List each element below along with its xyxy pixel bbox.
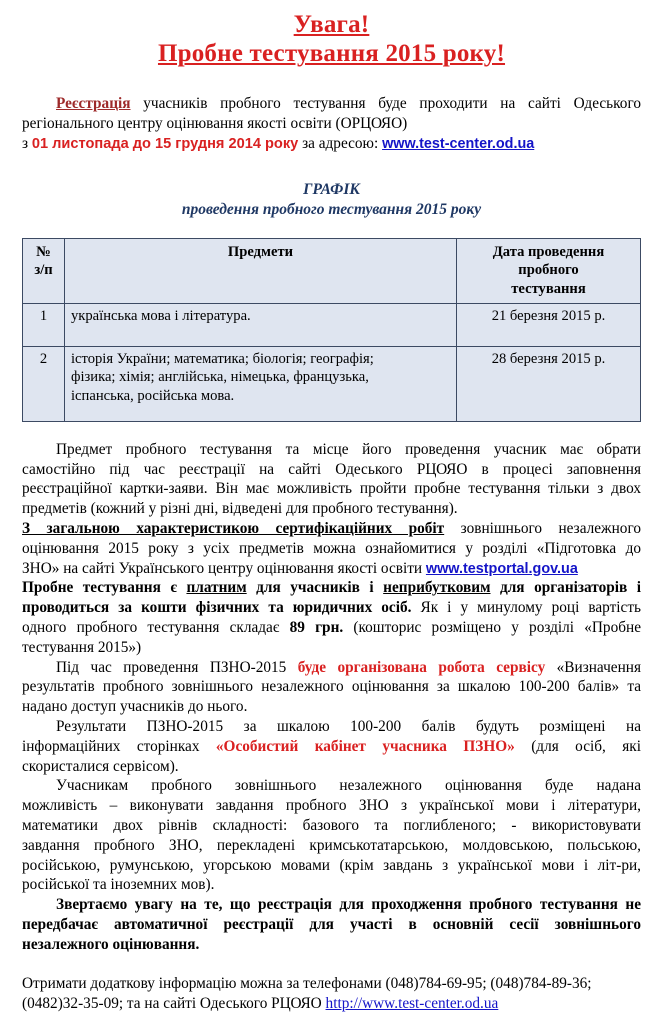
registration-dates: 01 листопада до 15 грудня 2014 року xyxy=(31,135,299,152)
para7-line-2 xyxy=(22,915,641,935)
paragraph-notice xyxy=(22,895,641,954)
para2-line-2: оцінювання 2015 року з усіх предметів можна ознайомитися у розділі «Підготовка до xyxy=(22,539,641,557)
nonprofit-emphasis: неприбутковим xyxy=(383,579,491,597)
column-header-date-line1: Дата проведення пробного xyxy=(492,243,605,279)
intro-line-3-prefix: з xyxy=(22,134,32,152)
para3-line-1 xyxy=(22,578,641,598)
body-content xyxy=(22,440,641,955)
para2-line-3 xyxy=(22,559,641,579)
intro-line-3-middle: за адресою: xyxy=(298,134,383,152)
subject-line: українська мова і література. xyxy=(71,307,251,324)
subject-line: фізика; хімія; англійська, німецька, французька, xyxy=(71,369,369,386)
para6-line-3: математики двох рівнів складності: базового та поглибленого; - використовувати xyxy=(22,816,641,834)
para7-l3-text: незалежного оцінювання. xyxy=(22,935,200,953)
price-value: 89 грн. xyxy=(289,618,344,636)
page-title xyxy=(22,10,641,68)
schedule-heading-line-1: ГРАФІК xyxy=(303,180,360,198)
para3-l1-c: для учасників і xyxy=(246,579,384,597)
paid-emphasis: платним xyxy=(186,579,247,597)
para6-line-5: російською, румунською, угорською мовами (крім завдань з української мови і літ-ри, xyxy=(22,856,641,874)
intro-line-3 xyxy=(22,134,641,154)
title-line-1: Увага! xyxy=(293,11,370,38)
para4-line-1 xyxy=(22,658,641,678)
paragraph-payment xyxy=(22,578,641,657)
contact-info xyxy=(22,974,641,1014)
para3-line-3 xyxy=(22,618,641,638)
para3-line-2 xyxy=(22,598,641,618)
column-header-number-line1: № xyxy=(36,243,51,260)
para1-line-3: реєстраційної картки-заяви. Він має можливість пройти пробне тестування тільки з двох xyxy=(22,480,641,498)
para5-line-2 xyxy=(22,737,641,757)
table-header-row xyxy=(23,238,641,303)
contact-site-text: (0482)32-35-09; та на сайті Одеського РЦОЯО xyxy=(22,994,326,1012)
contact-phones-line: Отримати додаткову інформацію можна за телефонами (048)784-69-95; (048)784-89-36; xyxy=(22,974,592,992)
column-header-number-line2: з/п xyxy=(34,262,53,279)
para1-line-4: предметів (кожний у різні дні, відведені для пробного тестування). xyxy=(22,500,458,518)
para7-l1-text: Звертаємо увагу на те, що реєстрація для проходження пробного тестування не xyxy=(56,896,641,914)
intro-line-1-rest: учасників пробного тестування буде проходити на сайті Одеського xyxy=(130,95,641,112)
row-subjects xyxy=(65,303,457,346)
row-date: 21 березня 2015 р. xyxy=(457,303,641,346)
title-line-2: Пробне тестування 2015 року! xyxy=(157,40,506,67)
certification-works-emphasis: З загальною характеристикою сертифікаційних робіт xyxy=(22,519,445,537)
table-row xyxy=(23,303,641,346)
intro-line-2: регіонального центру оцінювання якості освіти (ОРЦОЯО) xyxy=(22,114,408,132)
column-header-date-line2: тестування xyxy=(511,281,586,298)
para5-l1-text: Результати ПЗНО-2015 за шкалою 100-200 балів будуть розміщені на xyxy=(56,717,641,735)
schedule-heading xyxy=(22,180,641,221)
para2-line-1 xyxy=(22,519,641,539)
para7-l2-text: передбачає автоматичної реєстрації для участі в основній сесії зовнішнього xyxy=(22,915,641,933)
para2-line-1-rest: зовнішнього незалежного xyxy=(444,519,641,537)
para1-line-1-text: Предмет пробного тестування та місце його проведення учасник має обрати xyxy=(56,440,641,458)
table-row xyxy=(23,346,641,421)
row-number: 1 xyxy=(23,303,65,346)
para3-l3-a: одного пробного тестування складає xyxy=(22,618,290,636)
personal-cabinet-emphasis: «Особистий кабінет учасника ПЗНО» xyxy=(215,737,515,755)
para6-line-6: російської та іноземних мов). xyxy=(22,876,215,894)
paragraph-certification-works xyxy=(22,519,641,578)
para1-line-2: самостійно під час реєстрації на сайті Одеського РЦОЯО в процесі заповнення xyxy=(22,460,641,478)
para7-line-1 xyxy=(22,895,641,915)
para6-line-4: завдання пробного ЗНО, перекладені кримськотатарською, молдовською, польською, xyxy=(22,836,641,854)
para4-line-3: надано доступ учасників до нього. xyxy=(22,698,248,716)
column-header-number xyxy=(23,238,65,303)
para5-l2-a: інформаційних сторінках xyxy=(22,737,216,755)
service-emphasis: буде організована робота сервісу xyxy=(297,658,546,676)
subject-line: іспанська, російська мова. xyxy=(71,388,235,405)
para4-l1-a: Під час проведення ПЗНО-2015 xyxy=(56,658,298,676)
para3-l1-a: Пробне тестування є xyxy=(22,579,187,597)
para4-line-2: результатів пробного зовнішнього незалежного оцінювання за шкалою 100-200 балів» та xyxy=(22,678,641,696)
registration-paragraph xyxy=(22,94,641,154)
para3-l3-c: (кошторис розміщено у розділі «Пробне xyxy=(343,618,641,636)
para5-line-1 xyxy=(22,717,641,737)
para3-l2-b: Як і у минулому році вартість xyxy=(411,599,642,617)
subject-line: історія України; математика; біологія; географія; xyxy=(71,350,374,367)
para2-line-3-prefix: ЗНО» на сайті Українського центру оцінювання якості освіти xyxy=(22,559,426,577)
schedule-table xyxy=(22,238,641,422)
registration-keyword: Реєстрація xyxy=(56,95,131,112)
para3-l2-a: проводиться за кошти фізичних та юридичних осіб. xyxy=(22,599,412,617)
para7-line-3 xyxy=(22,935,641,955)
para6-line-2: можливість – виконувати завдання пробного ЗНО з української мови і літератури, xyxy=(22,797,641,815)
para5-l2-c: (для осіб, які xyxy=(514,737,641,755)
row-number: 2 xyxy=(23,346,65,421)
intro-line-1 xyxy=(22,94,641,114)
para6-l1-text: Учасникам пробного зовнішнього незалежного оцінювання буде надана xyxy=(56,777,641,795)
para3-l1-e: для організаторів і xyxy=(490,579,642,597)
para3-line-4: тестування 2015») xyxy=(22,638,142,656)
paragraph-languages xyxy=(22,776,641,895)
test-center-link[interactable]: www.test-center.od.ua xyxy=(382,135,535,152)
paragraph-results xyxy=(22,717,641,776)
row-subjects xyxy=(65,346,457,421)
row-date: 28 березня 2015 р. xyxy=(457,346,641,421)
test-center-footer-link[interactable]: http://www.test-center.od.ua xyxy=(325,994,499,1012)
para6-line-1 xyxy=(22,776,641,796)
para5-line-3: скористалися сервісом). xyxy=(22,757,179,775)
para1-line-1 xyxy=(22,440,641,460)
paragraph-subject-choice xyxy=(22,440,641,519)
testportal-link[interactable]: www.testportal.gov.ua xyxy=(425,560,578,577)
paragraph-service xyxy=(22,658,641,717)
column-header-subjects: Предмети xyxy=(65,238,457,303)
para4-l1-c: «Визначення xyxy=(545,658,641,676)
contact-site-line xyxy=(22,994,641,1014)
schedule-heading-line-2: проведення пробного тестування 2015 року xyxy=(181,200,482,218)
column-header-date xyxy=(457,238,641,303)
